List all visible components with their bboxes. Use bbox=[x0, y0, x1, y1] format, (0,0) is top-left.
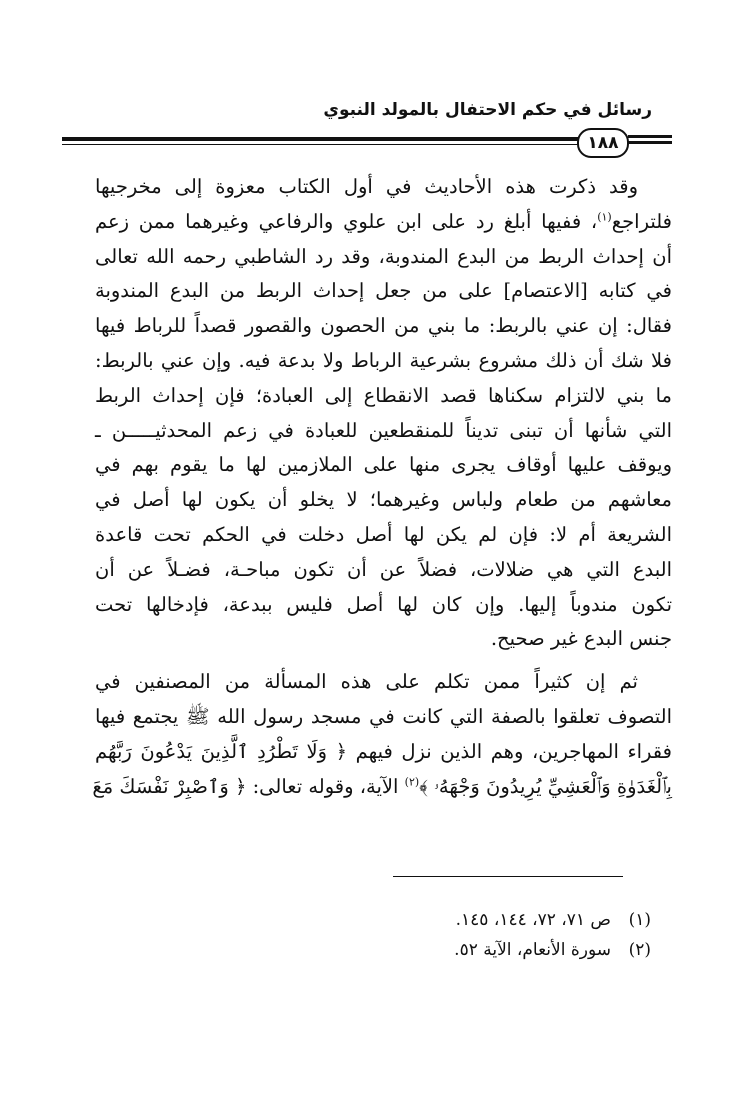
footnote bbox=[454, 905, 651, 935]
text-line: جنس البدع غير صحيح. bbox=[490, 627, 672, 651]
text-segment: فلتراجع bbox=[611, 209, 672, 233]
text-line: فقال: إن عني بالربط: ما بني من الحصون والقصور قصداً للرباط فيها bbox=[95, 314, 672, 338]
text-line: التي شأنها أن تبنى تديناً للمنقطعين للعبادة في زعم المحدثيـــــن ـ bbox=[95, 418, 672, 442]
header-rule-thin bbox=[62, 144, 600, 145]
header-rule-thick bbox=[62, 137, 600, 141]
text-line: فلا شك أن ذلك مشروع بشرعية الرباط ولا بدعة فيه. وإن عني بالربط: bbox=[95, 348, 672, 372]
text-segment: ، ففيها أبلغ رد على ابن علوي والرفاعي وغيرهما ممن زعم bbox=[95, 209, 598, 233]
text-line bbox=[95, 205, 672, 240]
header-rule-tail bbox=[628, 141, 672, 144]
body-text bbox=[92, 170, 672, 804]
text-line: أن إحداث الربط من البدع المندوبة، وقد رد الشاطبي رحمه الله تعالى bbox=[95, 244, 672, 268]
footnote-ref: (٢) bbox=[404, 775, 420, 789]
footnote bbox=[454, 935, 651, 965]
text-line bbox=[92, 770, 672, 805]
footnote-number: (٢) bbox=[628, 940, 651, 960]
text-line: تكون مندوباً إليها. وإن كان لها أصل فليس ببدعة، فإدخالها تحت bbox=[95, 592, 672, 616]
footnote-separator bbox=[393, 876, 623, 877]
text-line: البدع التي هي ضلالات، فضلاً عن أن تكون مباحـة، فضـلاً عن أن bbox=[95, 557, 672, 581]
quran-verse: بِٱلْغَدَوٰةِ وَٱلْعَشِيِّ يُرِيدُونَ وَجْهَهُۥ ﴾ bbox=[419, 774, 672, 798]
text-line: ويوقف عليها أوقاف يجرى منها على الملازمين لها ما يقوم بهم في bbox=[95, 453, 672, 477]
text-line: ثم إن كثيراً ممن تكلم على هذه المسألة من المصنفين في bbox=[95, 670, 638, 694]
paragraph-gap bbox=[95, 657, 672, 665]
text-line: وقد ذكرت هذه الأحاديث في أول الكتاب معزوة إلى مخرجيها bbox=[95, 175, 638, 198]
text-line: في كتابه [الاعتصام] على من جعل إحداث الربط من البدع المندوبة bbox=[95, 279, 672, 303]
footnote-ref: (١) bbox=[597, 210, 612, 224]
text-line: معاشهم من طعام ولباس وغيرهما؛ لا يخلو أن يكون لها أصل في bbox=[95, 488, 672, 512]
footnote-text: ص ٧١، ٧٢، ١٤٤، ١٤٥. bbox=[455, 910, 611, 930]
text-line: فقراء المهاجرين، وهم الذين نزل فيهم ﴿ وَلَا تَطْرُدِ ٱلَّذِينَ يَدْعُونَ رَبَّهُم bbox=[95, 739, 672, 763]
footnote-number: (١) bbox=[628, 910, 651, 930]
text-line: التصوف تعلقوا بالصفة التي كانت في مسجد رسول الله ﷺ يجتمع فيها bbox=[95, 704, 672, 728]
text-line: ما بني لالتزام سكناها قصد الانقطاع إلى العبادة؛ فإن إحداث الربط bbox=[95, 383, 672, 407]
page-number: ١٨٨ bbox=[577, 128, 629, 158]
footnotes bbox=[454, 905, 651, 965]
text-line: الشريعة أم لا: فإن لم يكن لها أصل دخلت في الحكم تحت قاعدة bbox=[95, 522, 672, 546]
text-segment: الآية، وقوله تعالى: ﴿ وَٱصْبِرْ نَفْسَكَ مَعَ bbox=[92, 774, 405, 798]
running-title: رسائل في حكم الاحتفال بالمولد النبوي bbox=[323, 100, 652, 120]
footnote-text: سورة الأنعام، الآية ٥٢. bbox=[454, 940, 611, 960]
header-rule-tail bbox=[628, 135, 672, 138]
